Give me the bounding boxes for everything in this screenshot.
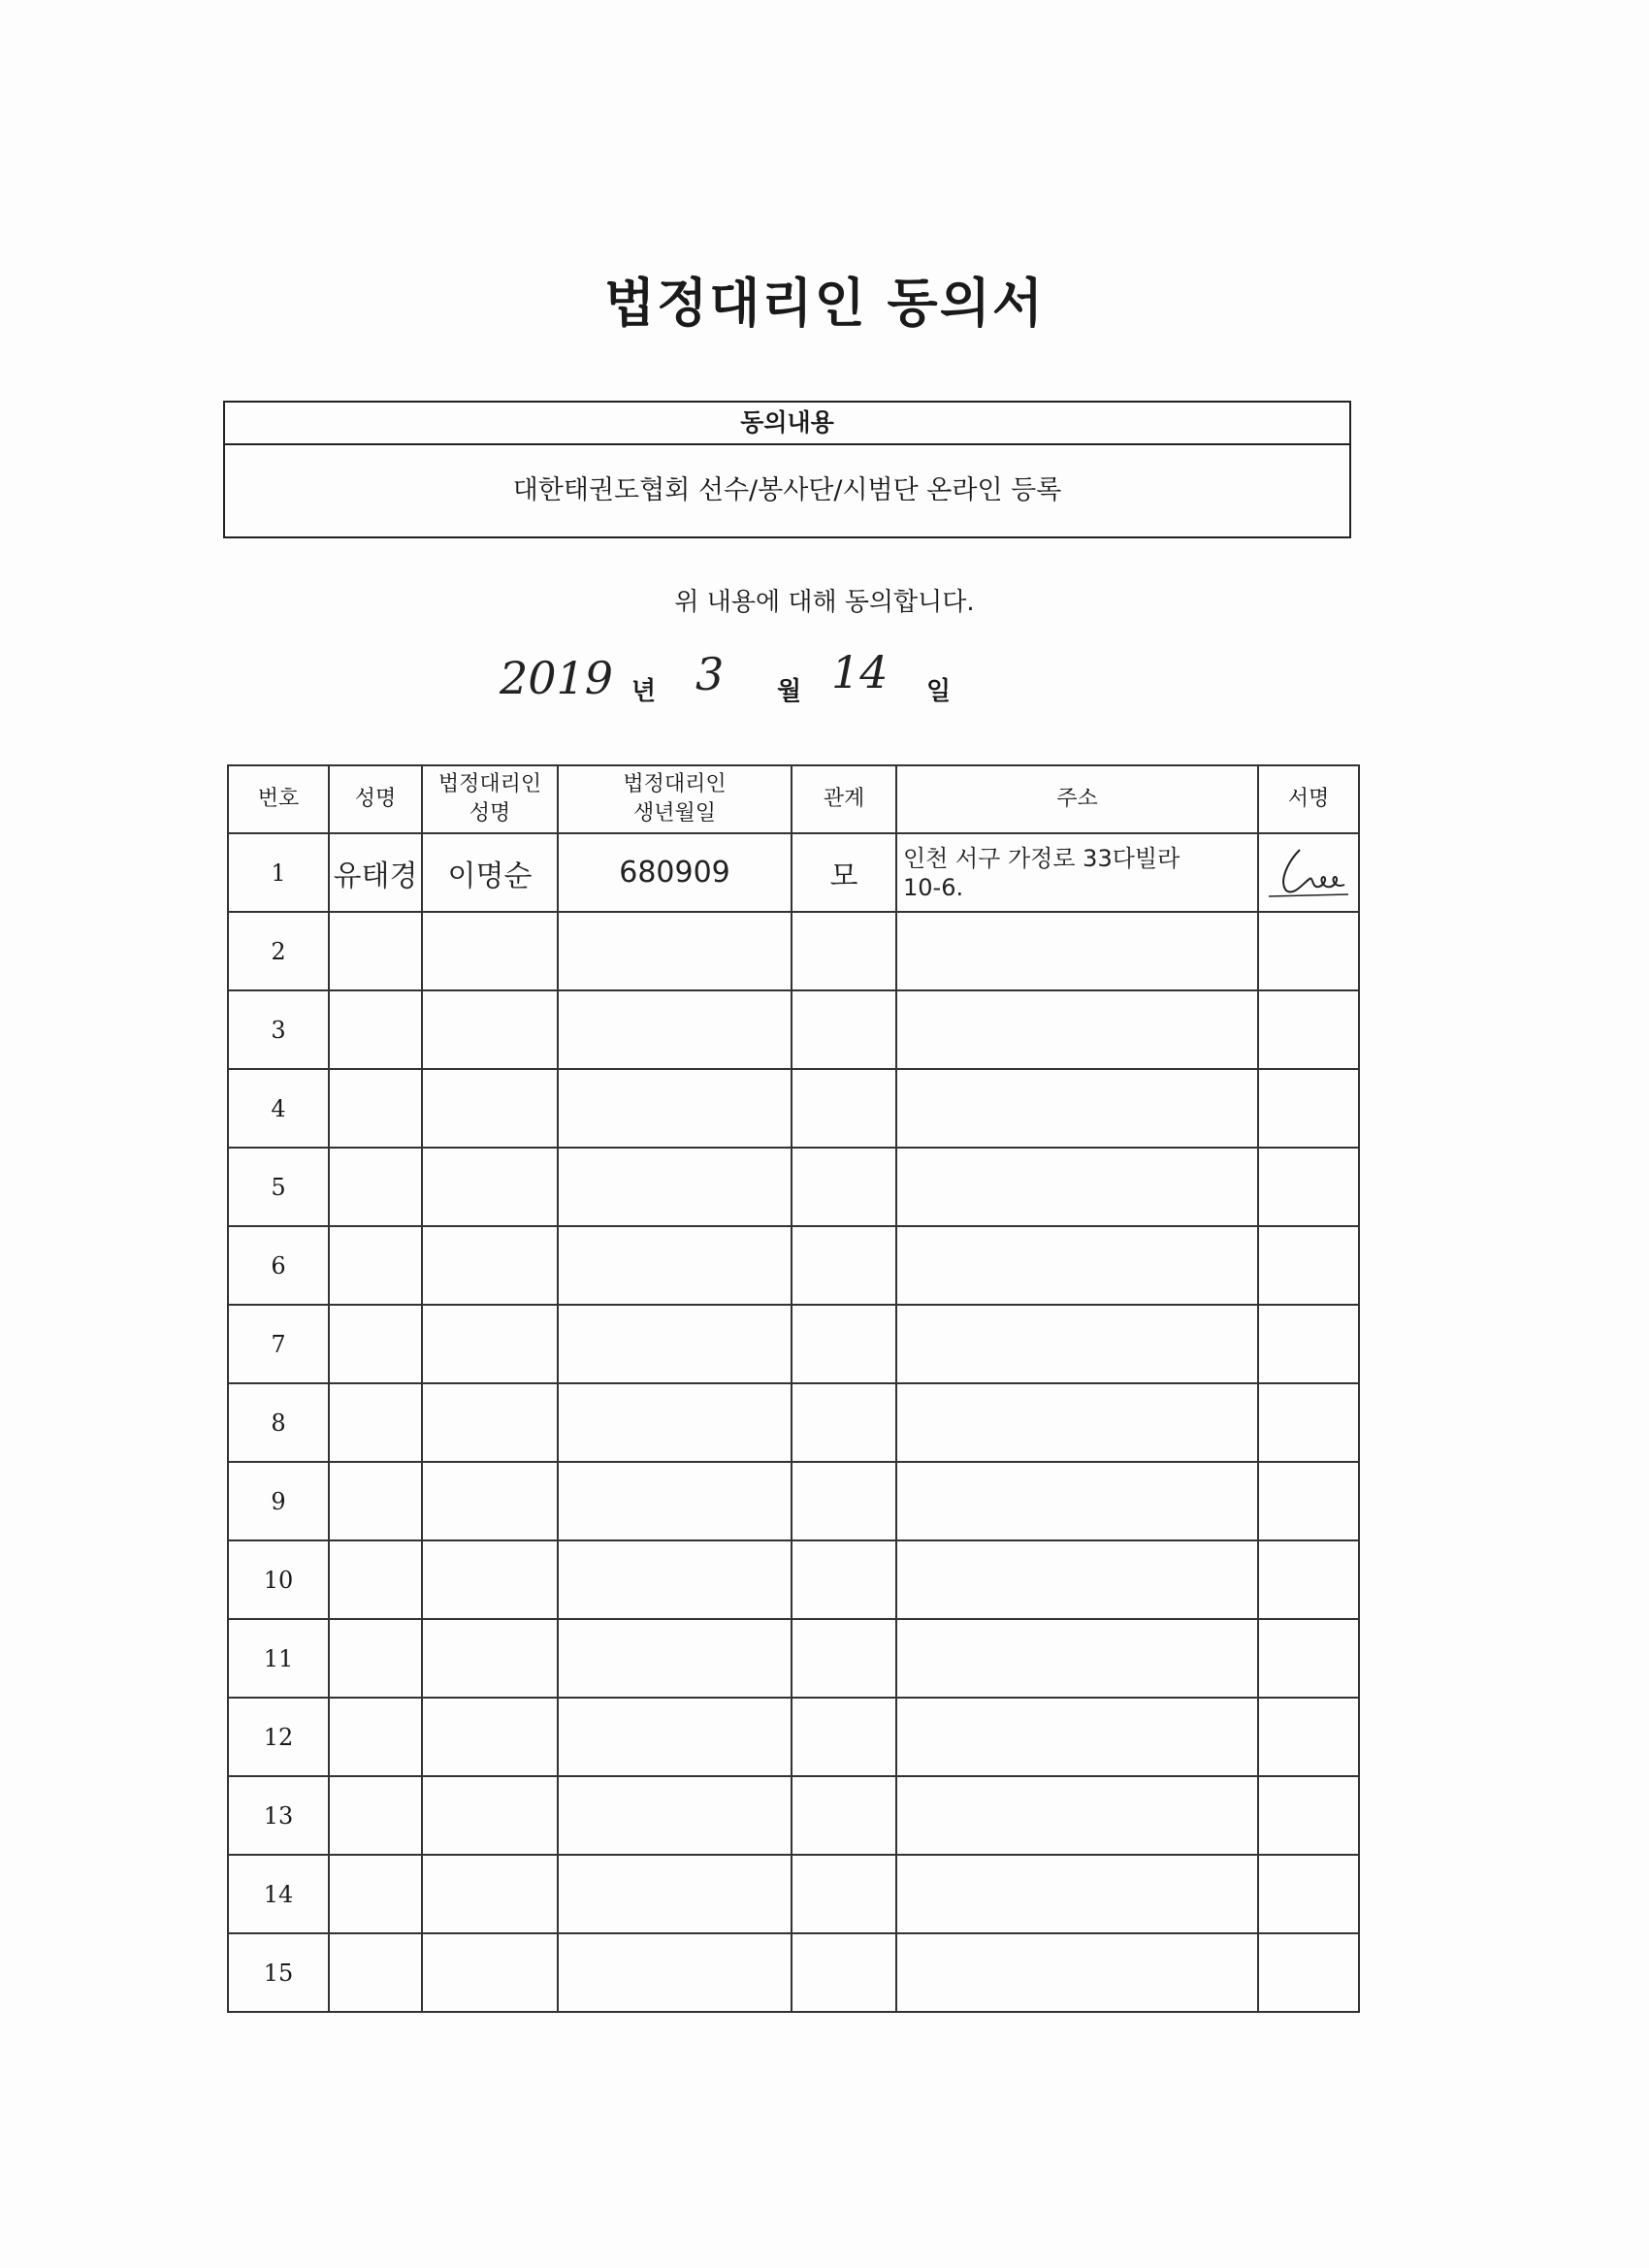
cell-address xyxy=(896,1462,1258,1540)
cell-no: 10 xyxy=(228,1540,329,1619)
cell-no: 9 xyxy=(228,1462,329,1540)
cell-guardian-birth xyxy=(558,990,792,1069)
cell-guardian-birth xyxy=(558,1226,792,1305)
cell-guardian-birth xyxy=(558,1698,792,1776)
handwritten-signature xyxy=(1265,844,1352,902)
header-relation: 관계 xyxy=(792,765,896,833)
cell-address xyxy=(896,1383,1258,1462)
table-row xyxy=(228,1540,1359,1619)
cell-name xyxy=(329,1383,422,1462)
table-header-row xyxy=(228,765,1359,833)
cell-signature xyxy=(1258,1069,1359,1148)
cell-no: 12 xyxy=(228,1698,329,1776)
consent-box xyxy=(223,401,1351,538)
table-row xyxy=(228,1933,1359,2012)
cell-signature xyxy=(1258,1148,1359,1226)
header-name: 성명 xyxy=(329,765,422,833)
cell-address xyxy=(896,1855,1258,1933)
cell-signature xyxy=(1258,1305,1359,1383)
cell-no: 1 xyxy=(228,833,329,912)
cell-signature xyxy=(1258,1226,1359,1305)
cell-signature xyxy=(1258,1933,1359,2012)
table-row xyxy=(228,1462,1359,1540)
cell-address xyxy=(896,1776,1258,1855)
cell-guardian-birth xyxy=(558,1148,792,1226)
cell-signature xyxy=(1258,1540,1359,1619)
table-row xyxy=(228,1148,1359,1226)
cell-address xyxy=(896,1933,1258,2012)
cell-signature xyxy=(1258,912,1359,990)
table-row xyxy=(228,1776,1359,1855)
document-title: 법정대리인 동의서 xyxy=(603,273,1046,334)
cell-relation xyxy=(792,1855,896,1933)
cell-address xyxy=(896,990,1258,1069)
cell-guardian-birth xyxy=(558,1462,792,1540)
cell-name: 유태경 xyxy=(329,833,422,912)
cell-guardian-name xyxy=(422,1855,558,1933)
cell-guardian-name xyxy=(422,1148,558,1226)
cell-guardian-name xyxy=(422,1305,558,1383)
cell-no: 8 xyxy=(228,1383,329,1462)
date-year-unit: 년 xyxy=(631,677,657,706)
cell-guardian-name xyxy=(422,990,558,1069)
cell-address xyxy=(896,912,1258,990)
date-month-handwritten: 3 xyxy=(695,648,725,700)
cell-guardian-birth xyxy=(558,1933,792,2012)
header-guardian-name: 법정대리인 성명 xyxy=(422,765,558,833)
cell-name xyxy=(329,1148,422,1226)
cell-relation xyxy=(792,1698,896,1776)
cell-name xyxy=(329,1698,422,1776)
cell-name xyxy=(329,1462,422,1540)
cell-guardian-birth xyxy=(558,912,792,990)
table-row xyxy=(228,1383,1359,1462)
cell-relation xyxy=(792,1148,896,1226)
cell-guardian-name xyxy=(422,1383,558,1462)
cell-guardian-birth xyxy=(558,1383,792,1462)
cell-signature xyxy=(1258,1619,1359,1698)
table-row xyxy=(228,1305,1359,1383)
cell-no: 14 xyxy=(228,1855,329,1933)
cell-name xyxy=(329,912,422,990)
cell-no: 2 xyxy=(228,912,329,990)
table-row xyxy=(228,1698,1359,1776)
cell-signature xyxy=(1258,833,1359,912)
cell-no: 5 xyxy=(228,1148,329,1226)
cell-guardian-name xyxy=(422,1933,558,2012)
cell-address xyxy=(896,1698,1258,1776)
cell-no: 15 xyxy=(228,1933,329,2012)
cell-guardian-birth: 680909 xyxy=(558,833,792,912)
cell-relation xyxy=(792,1305,896,1383)
cell-relation xyxy=(792,1540,896,1619)
cell-relation xyxy=(792,912,896,990)
cell-relation xyxy=(792,990,896,1069)
cell-guardian-name xyxy=(422,1069,558,1148)
header-guardian-birth: 법정대리인 생년월일 xyxy=(558,765,792,833)
date-day-handwritten: 14 xyxy=(831,646,889,698)
table-row xyxy=(228,1226,1359,1305)
cell-guardian-name xyxy=(422,912,558,990)
cell-name xyxy=(329,1619,422,1698)
cell-signature xyxy=(1258,1383,1359,1462)
cell-guardian-name xyxy=(422,1540,558,1619)
header-signature: 서명 xyxy=(1258,765,1359,833)
cell-relation xyxy=(792,1226,896,1305)
cell-address xyxy=(896,1226,1258,1305)
cell-signature xyxy=(1258,1462,1359,1540)
cell-name xyxy=(329,1069,422,1148)
consent-content: 대한태권도협회 선수/봉사단/시범단 온라인 등록 xyxy=(512,475,1062,505)
cell-address xyxy=(896,1305,1258,1383)
cell-no: 11 xyxy=(228,1619,329,1698)
cell-name xyxy=(329,1933,422,2012)
cell-guardian-name xyxy=(422,1226,558,1305)
cell-guardian-birth xyxy=(558,1855,792,1933)
cell-relation xyxy=(792,1462,896,1540)
cell-guardian-name xyxy=(422,1462,558,1540)
cell-relation xyxy=(792,1383,896,1462)
cell-relation xyxy=(792,1776,896,1855)
table-row xyxy=(228,1855,1359,1933)
cell-no: 4 xyxy=(228,1069,329,1148)
cell-signature xyxy=(1258,1776,1359,1855)
cell-guardian-name xyxy=(422,1619,558,1698)
cell-relation xyxy=(792,1619,896,1698)
cell-name xyxy=(329,1540,422,1619)
cell-guardian-name: 이명순 xyxy=(422,833,558,912)
cell-address xyxy=(896,1148,1258,1226)
cell-name xyxy=(329,990,422,1069)
date-month-unit: 월 xyxy=(777,677,802,706)
cell-guardian-birth xyxy=(558,1776,792,1855)
cell-name xyxy=(329,1776,422,1855)
table-body xyxy=(228,833,1359,2012)
cell-guardian-birth xyxy=(558,1305,792,1383)
date-line xyxy=(0,646,1649,728)
cell-guardian-birth xyxy=(558,1619,792,1698)
cell-no: 3 xyxy=(228,990,329,1069)
cell-relation xyxy=(792,1069,896,1148)
cell-address xyxy=(896,1069,1258,1148)
guardian-roster-table xyxy=(227,764,1360,2013)
cell-signature xyxy=(1258,1855,1359,1933)
table-row xyxy=(228,1619,1359,1698)
consent-header: 동의내용 xyxy=(225,403,1349,445)
cell-name xyxy=(329,1855,422,1933)
header-no: 번호 xyxy=(228,765,329,833)
table-row xyxy=(228,912,1359,990)
cell-relation: 모 xyxy=(792,833,896,912)
header-address: 주소 xyxy=(896,765,1258,833)
date-year-handwritten: 2019 xyxy=(500,652,614,704)
cell-relation xyxy=(792,1933,896,2012)
cell-no: 13 xyxy=(228,1776,329,1855)
cell-guardian-birth xyxy=(558,1540,792,1619)
cell-name xyxy=(329,1226,422,1305)
cell-guardian-birth xyxy=(558,1069,792,1148)
cell-signature xyxy=(1258,990,1359,1069)
table-row xyxy=(228,833,1359,912)
cell-address xyxy=(896,1619,1258,1698)
table-row xyxy=(228,990,1359,1069)
cell-guardian-name xyxy=(422,1776,558,1855)
cell-no: 6 xyxy=(228,1226,329,1305)
table-row xyxy=(228,1069,1359,1148)
cell-address: 인천 서구 가정로 33다빌라 10-6. xyxy=(896,833,1258,912)
cell-name xyxy=(329,1305,422,1383)
cell-guardian-name xyxy=(422,1698,558,1776)
agreement-statement: 위 내용에 대해 동의합니다. xyxy=(674,588,975,617)
date-day-unit: 일 xyxy=(926,677,952,706)
cell-signature xyxy=(1258,1698,1359,1776)
cell-address xyxy=(896,1540,1258,1619)
cell-no: 7 xyxy=(228,1305,329,1383)
